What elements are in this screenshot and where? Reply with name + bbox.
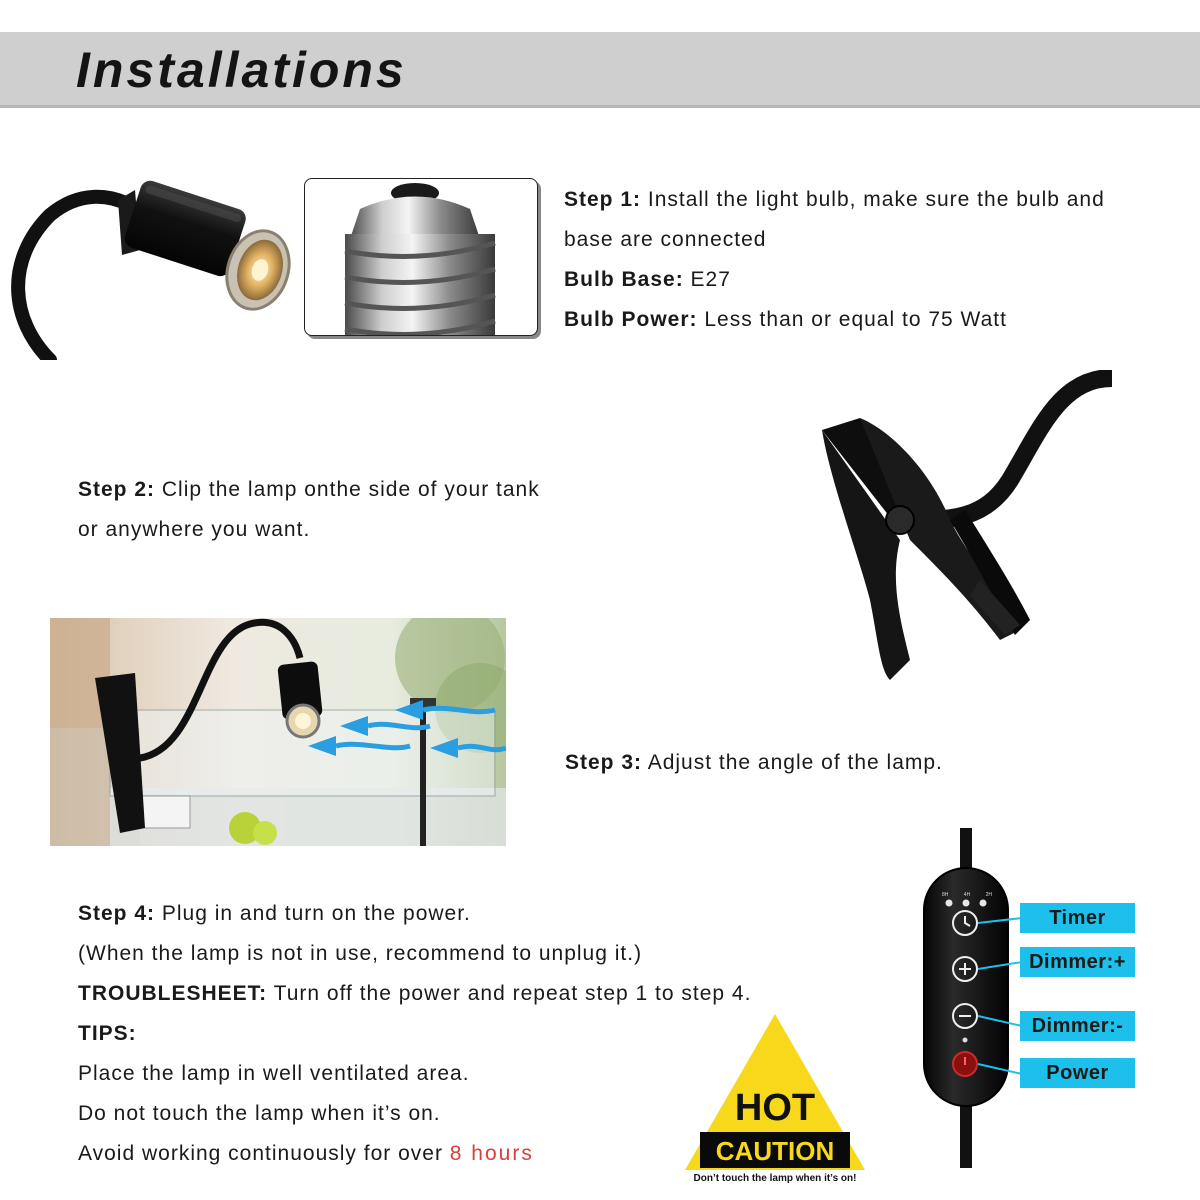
dimmer-minus-label: Dimmer:- [1020, 1011, 1135, 1041]
step4-label: Step 4: [78, 902, 156, 925]
bulb-base-image [304, 178, 538, 336]
power-label: Power [1020, 1058, 1135, 1088]
timer-indicator-labels [942, 892, 992, 898]
step2-line2: or anywhere you want. [78, 518, 311, 541]
caution-label: CAUTION [715, 1136, 835, 1166]
hot-label: HOT [734, 1087, 816, 1129]
step3-line: Adjust the angle of the lamp. [647, 751, 943, 774]
tip-hours-highlight: 8 hours [449, 1142, 534, 1165]
timer-label: Timer [1020, 903, 1135, 933]
step2-line1: Clip the lamp onthe side of your tank [161, 478, 540, 501]
tip-continuous-prefix: Avoid working continuously for over [78, 1142, 443, 1165]
troubleshoot-label: TROUBLESHEET: [78, 982, 268, 1005]
step3-label: Step 3: [565, 751, 643, 774]
troubleshoot-text: Turn off the power and repeat step 1 to step 4. [273, 982, 752, 1005]
step1-text [564, 180, 1105, 340]
indicator-8h: 8H [942, 892, 949, 898]
bulb-base-value: E27 [690, 268, 731, 291]
step1-line1: Install the light bulb, make sure the bulb and [647, 188, 1105, 211]
step2-label: Step 2: [78, 478, 156, 501]
lamp-head-image [10, 170, 295, 360]
tip-do-not-touch: Do not touch the lamp when it’s on. [78, 1102, 441, 1125]
bulb-base-label: Bulb Base: [564, 268, 684, 291]
step4-line: Plug in and turn on the power. [161, 902, 471, 925]
caution-warning: Don’t touch the lamp when it’s on! [693, 1173, 857, 1184]
tip-ventilation: Place the lamp in well ventilated area. [78, 1062, 470, 1085]
indicator-4h: 4H [963, 892, 971, 898]
step1-label: Step 1: [564, 188, 642, 211]
step4-note: (When the lamp is not in use, recommend to unplug it.) [78, 942, 643, 965]
tips-label: TIPS: [78, 1022, 137, 1045]
step2-text [78, 470, 540, 550]
bulb-power-value: Less than or equal to 75 Watt [704, 308, 1007, 331]
hot-caution-sign [682, 1012, 868, 1188]
step1-line2: base are connected [564, 228, 767, 251]
bulb-power-label: Bulb Power: [564, 308, 698, 331]
step3-text [565, 743, 943, 783]
clamp-image [800, 370, 1120, 690]
lamp-on-tank-photo [50, 618, 506, 846]
step4-text [78, 894, 751, 1174]
page-title: Installations [76, 42, 407, 98]
indicator-2h: 2H [985, 892, 992, 898]
dimmer-plus-label: Dimmer:+ [1020, 947, 1135, 977]
